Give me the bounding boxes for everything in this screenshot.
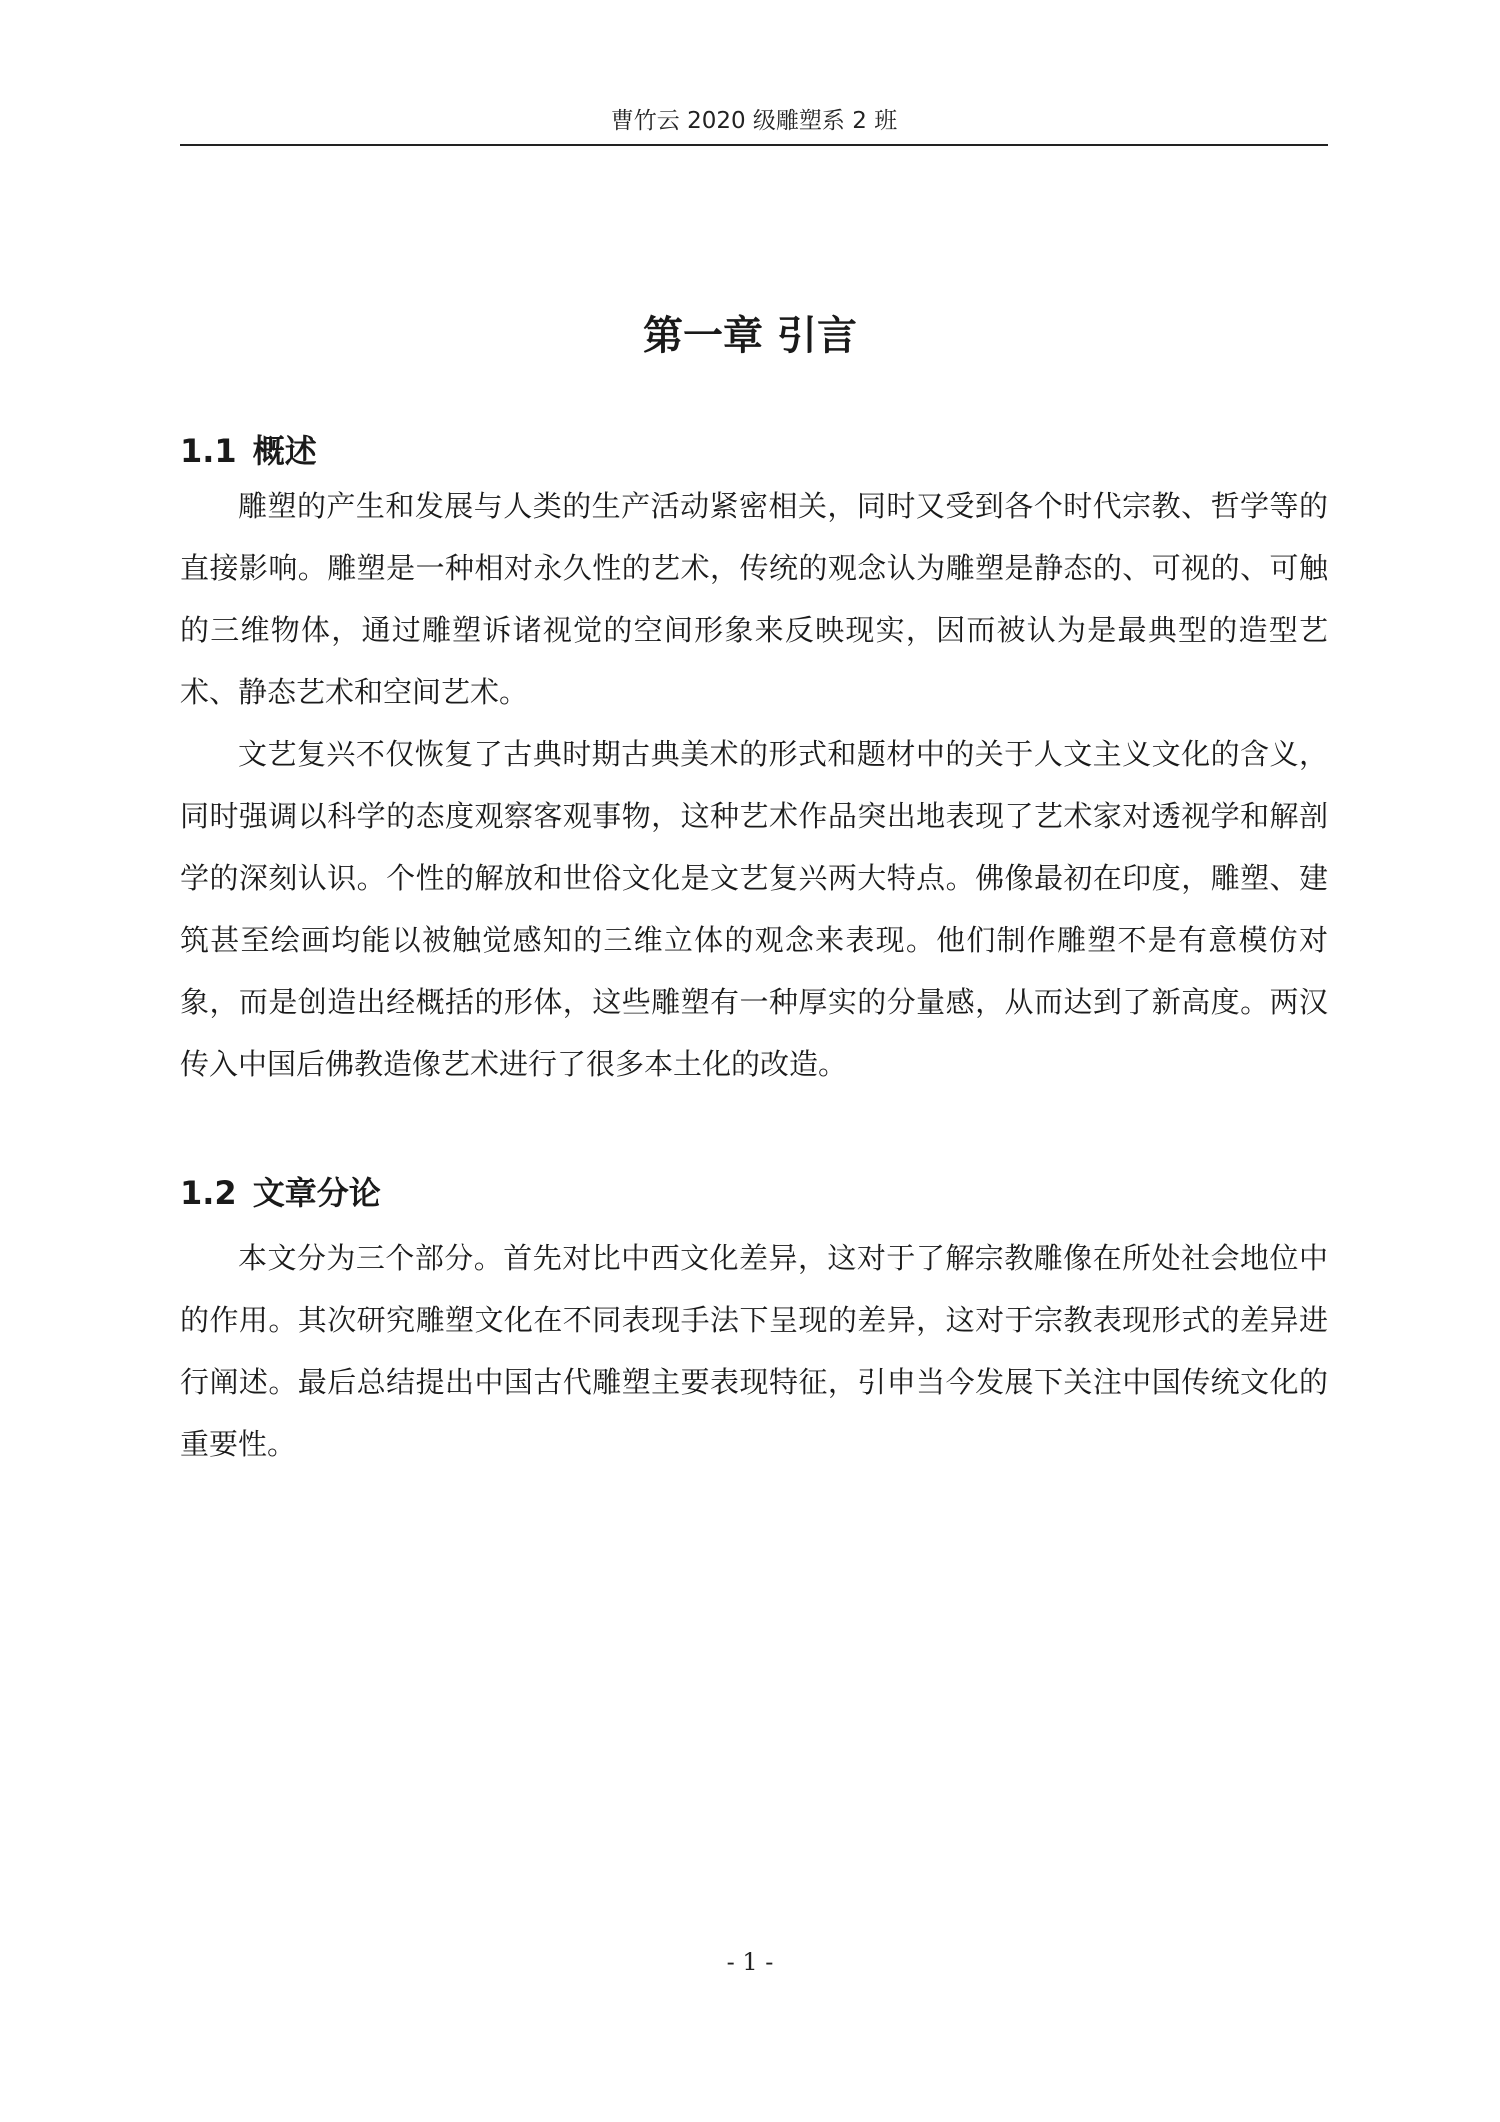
section-heading-outline	[180, 1170, 381, 1216]
chapter-title: 第一章 引言	[643, 313, 857, 359]
header-text: 曹竹云 2020 级雕塑系 2 班	[610, 108, 898, 134]
section-number: 1.1	[180, 432, 237, 470]
paragraph-outline-1: 本文分为三个部分。首先对比中西文化差异，这对于了解宗教雕像在所处社会地位中的作用。其次研究雕塑文化在不同表现手法下呈现的差异，这对于宗教表现形式的差异进行阐述。最后总结提出中国古代雕塑主要表现特征，引申当今发展下关注中国传统文化的重要性。	[180, 1241, 1328, 1461]
page-header	[180, 102, 1328, 146]
page-number: - 1 -	[726, 1948, 774, 1976]
section-title: 概述	[252, 432, 317, 470]
section-title: 文章分论	[252, 1174, 381, 1212]
section-number: 1.2	[180, 1174, 237, 1212]
paragraph-overview-2: 文艺复兴不仅恢复了古典时期古典美术的形式和题材中的关于人文主义文化的含义，同时强调以科学的态度观察客观事物，这种艺术作品突出地表现了艺术家对透视学和解剖学的深刻认识。个性的解放和世俗文化是文艺复兴两大特点。佛像最初在印度，雕塑、建筑甚至绘画均能以被触觉感知的三维立体的观念来表现。他们制作雕塑不是有意模仿对象，而是创造出经概括的形体，这些雕塑有一种厚实的分量感，从而达到了新高度。两汉传入中国后佛教造像艺术进行了很多本土化的改造。	[180, 737, 1328, 1081]
section-heading-overview	[180, 428, 317, 474]
paragraph-overview-1: 雕塑的产生和发展与人类的生产活动紧密相关，同时又受到各个时代宗教、哲学等的直接影响。雕塑是一种相对永久性的艺术，传统的观念认为雕塑是静态的、可视的、可触的三维物体，通过雕塑诉诸视觉的空间形象来反映现实，因而被认为是最典型的造型艺术、静态艺术和空间艺术。	[180, 489, 1328, 709]
